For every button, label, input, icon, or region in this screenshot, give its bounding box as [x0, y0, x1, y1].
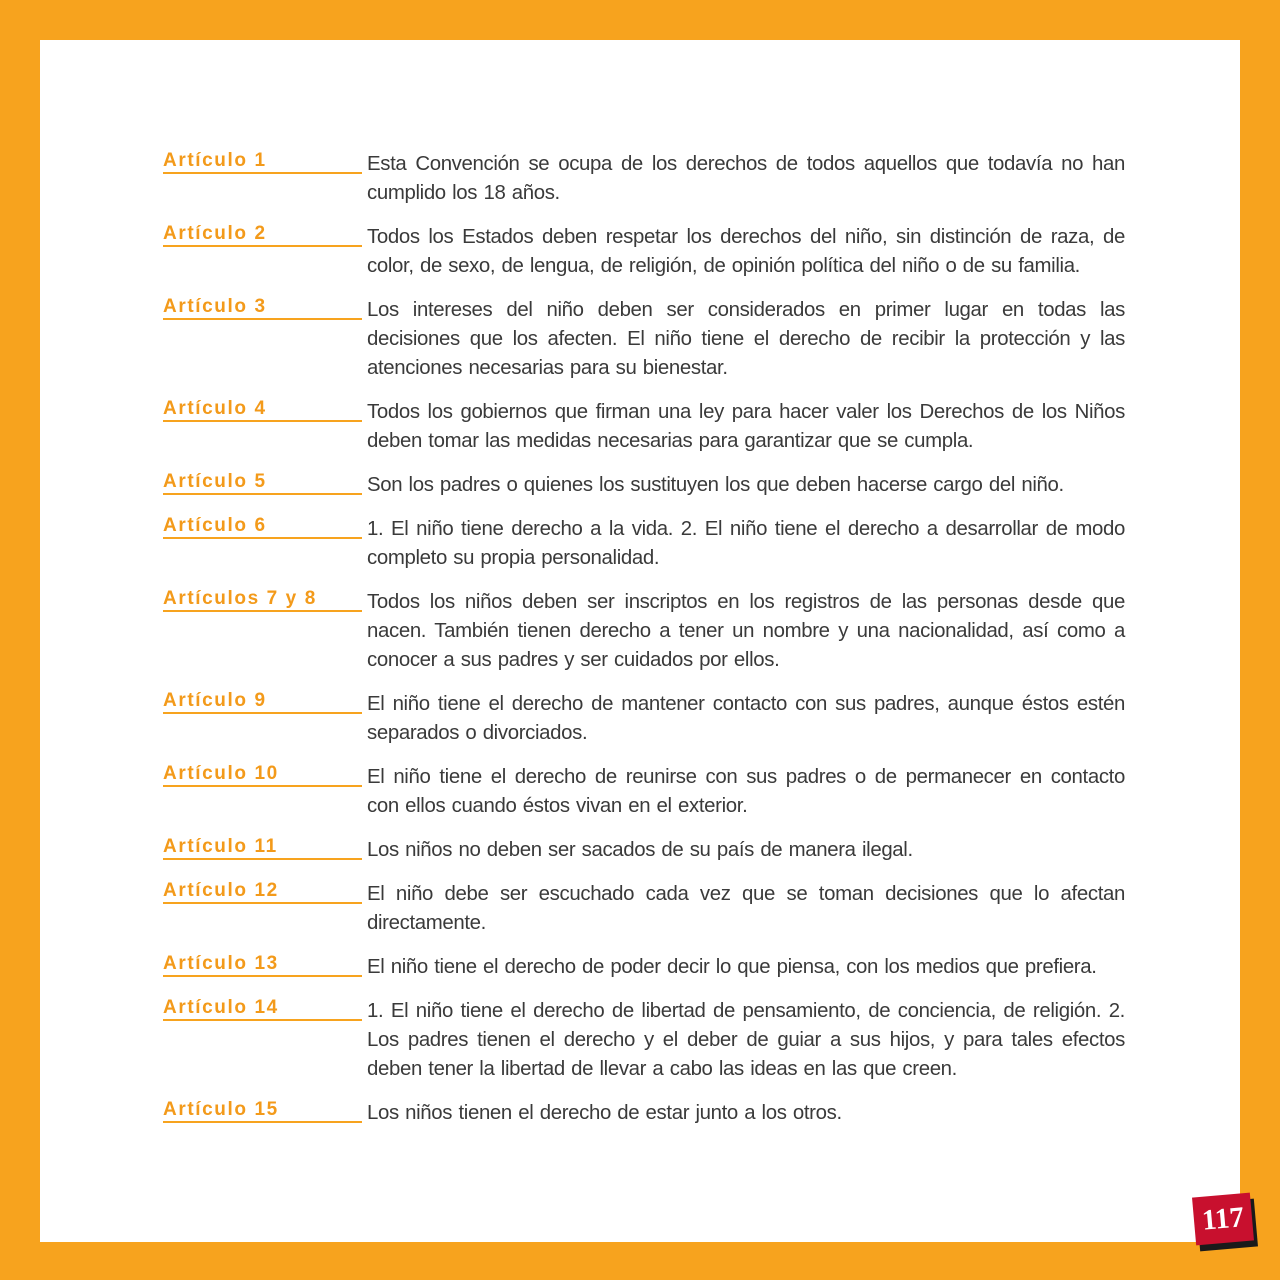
articles-list [163, 148, 1125, 1141]
article-entry [163, 294, 1125, 383]
article-entry [163, 688, 1125, 748]
article-text: Todos los Estados deben respetar los derechos del niño, sin distinción de raza, de color, de sexo, de lengua, de religión, de opinión política del niño o de su familia. [367, 226, 1125, 277]
article-label: Artículo 12 [163, 880, 362, 904]
article-entry [163, 951, 1125, 982]
article-text: Los intereses del niño deben ser considerados en primer lugar en todas las decisiones que los afecten. El niño tiene el derecho de recibir la protección y las atenciones necesarias para su bienestar. [367, 299, 1125, 379]
article-text: 1. El niño tiene el derecho de libertad de pensamiento, de conciencia, de religión. 2. Los padres tienen el derecho y el deber de guiar a sus hijos, y para tales efectos deben tener la libertad de llevar a cabo las ideas en las que creen. [367, 1000, 1125, 1080]
article-text: 1. El niño tiene derecho a la vida. 2. El niño tiene el derecho a desarrollar de modo completo su propia personalidad. [367, 518, 1125, 569]
article-label: Artículo 11 [163, 836, 362, 860]
article-text: El niño debe ser escuchado cada vez que se toman decisiones que lo afectan directamente. [367, 883, 1125, 934]
article-label: Artículo 6 [163, 515, 362, 539]
article-text: Son los padres o quienes los sustituyen los que deben hacerse cargo del niño. [367, 474, 1064, 496]
article-label: Artículo 10 [163, 763, 362, 787]
article-text: El niño tiene el derecho de poder decir lo que piensa, con los medios que prefiera. [367, 956, 1097, 978]
article-entry [163, 469, 1125, 500]
article-entry [163, 1097, 1125, 1128]
article-text: Los niños no deben ser sacados de su país de manera ilegal. [367, 839, 913, 861]
article-label: Artículo 14 [163, 997, 362, 1021]
article-entry [163, 221, 1125, 281]
page-sheet [40, 40, 1240, 1242]
article-label: Artículos 7 y 8 [163, 588, 362, 612]
article-entry [163, 995, 1125, 1084]
article-entry [163, 586, 1125, 675]
article-entry [163, 878, 1125, 938]
article-text: Esta Convención se ocupa de los derechos de todos aquellos que todavía no han cumplido los 18 años. [367, 153, 1125, 204]
article-text: Los niños tienen el derecho de estar junto a los otros. [367, 1102, 842, 1124]
article-text: Todos los niños deben ser inscriptos en los registros de las personas desde que nacen. También tienen derecho a tener un nombre y una nacionalidad, así como a conocer a sus padres y ser cuidados por ellos. [367, 591, 1125, 671]
article-entry [163, 834, 1125, 865]
article-label: Artículo 1 [163, 150, 362, 174]
article-text: El niño tiene el derecho de mantener contacto con sus padres, aunque éstos estén separados o divorciados. [367, 693, 1125, 744]
article-entry [163, 396, 1125, 456]
article-label: Artículo 2 [163, 223, 362, 247]
page-number-badge [1194, 1195, 1258, 1251]
article-label: Artículo 13 [163, 953, 362, 977]
article-label: Artículo 5 [163, 471, 362, 495]
article-text: Todos los gobiernos que firman una ley para hacer valer los Derechos de los Niños deben tomar las medidas necesarias para garantizar que se cumpla. [367, 401, 1125, 452]
article-label: Artículo 4 [163, 398, 362, 422]
article-label: Artículo 15 [163, 1099, 362, 1123]
article-entry [163, 761, 1125, 821]
article-text: El niño tiene el derecho de reunirse con sus padres o de permanecer en contacto con ellos cuando éstos vivan en el exterior. [367, 766, 1125, 817]
article-label: Artículo 3 [163, 296, 362, 320]
article-label: Artículo 9 [163, 690, 362, 714]
article-entry [163, 513, 1125, 573]
article-entry [163, 148, 1125, 208]
page-number: 117 [1192, 1193, 1254, 1246]
